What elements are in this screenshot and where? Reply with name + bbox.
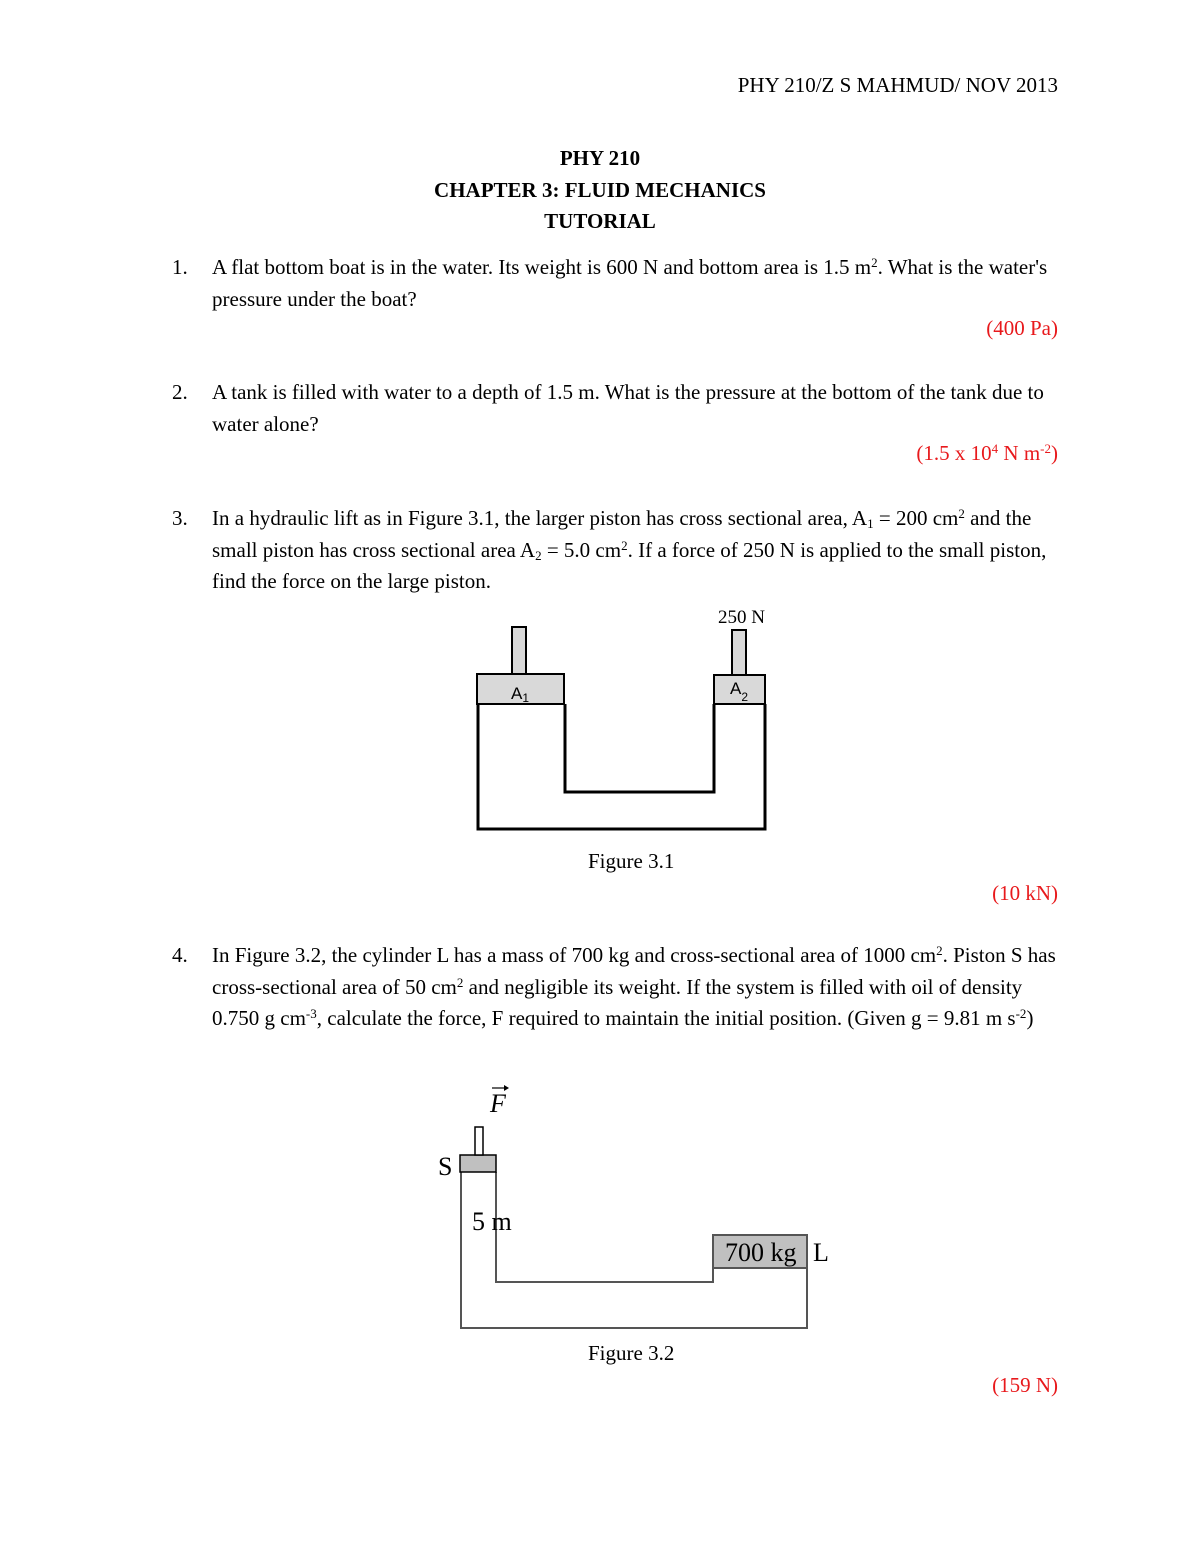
l-label: L xyxy=(813,1238,829,1267)
question-2 xyxy=(172,377,1062,440)
question-4 xyxy=(172,940,1062,1035)
a2-label: $A_2$ xyxy=(730,679,749,704)
answer-4: (159 N) xyxy=(992,1373,1058,1397)
question-3 xyxy=(172,503,1062,598)
s-label: S xyxy=(438,1152,453,1181)
mass-700kg-label: 700 kg xyxy=(725,1238,797,1267)
course-title: PHY 210 xyxy=(559,146,641,170)
figure-3-2-caption: Figure 3.2 xyxy=(588,1341,675,1365)
large-piston-rod xyxy=(512,627,526,674)
question-number: 1. xyxy=(172,255,188,279)
header-course-tag: PHY 210/Z S MAHMUD/ NOV 2013 xyxy=(737,73,1058,97)
question-number: 4. xyxy=(172,943,188,967)
figure-3-2 xyxy=(420,1075,850,1340)
question-text: A flat bottom boat is in the water. Its weight is 600 N and bottom area is 1.5 $m^2$. What is the water's pressure under the boat? xyxy=(212,255,1048,311)
force-f-label: F xyxy=(490,1089,506,1118)
piston-s-rod xyxy=(475,1127,483,1155)
small-piston-rod xyxy=(732,630,746,675)
answer-3: (10 kN) xyxy=(992,881,1058,905)
question-text: In Figure 3.2, the cylinder L has a mass of 700 kg and cross-sectional area of 1000 $cm^2$. Piston S has cross-sectional area of 50 $cm^2$ and negligible its weight. If the system is filled with oil of density 0.750 g $cm^{-3}$, calculate the force, F required to maintain the initial position. (Given g = 9.81 m $s^{-2}$) xyxy=(212,943,1056,1030)
question-number: 2. xyxy=(172,380,188,404)
figure-3-1-caption: Figure 3.1 xyxy=(588,849,675,873)
question-1 xyxy=(172,252,1062,315)
a1-label: A1 xyxy=(511,684,530,705)
figure-3-1 xyxy=(460,600,790,840)
vessel-outline xyxy=(478,704,765,829)
answer-2: (1.5 x $10^4$ N $m^{-2}$) xyxy=(916,441,1058,465)
question-text: A tank is filled with water to a depth of 1.5 m. What is the pressure at the bottom of the tank due to water alone? xyxy=(212,380,1044,436)
chapter-title: CHAPTER 3: FLUID MECHANICS xyxy=(434,177,766,202)
piston-s xyxy=(460,1155,496,1172)
question-text: In a hydraulic lift as in Figure 3.1, the larger piston has cross sectional area, $A_1 = 200$ $cm^2$ and the small piston has cross sectional area $A_2 = 5.0$ $cm^2$. If a force of 250 N is applied to the small piston, find the force on the large piston. xyxy=(212,506,1047,593)
tutorial-title: TUTORIAL xyxy=(544,209,656,233)
page-title-block xyxy=(0,143,1200,238)
force-250n-label: 250 N xyxy=(718,607,765,628)
answer-1: (400 Pa) xyxy=(986,316,1058,340)
height-5m-label: 5 m xyxy=(472,1207,512,1236)
question-number: 3. xyxy=(172,506,188,530)
